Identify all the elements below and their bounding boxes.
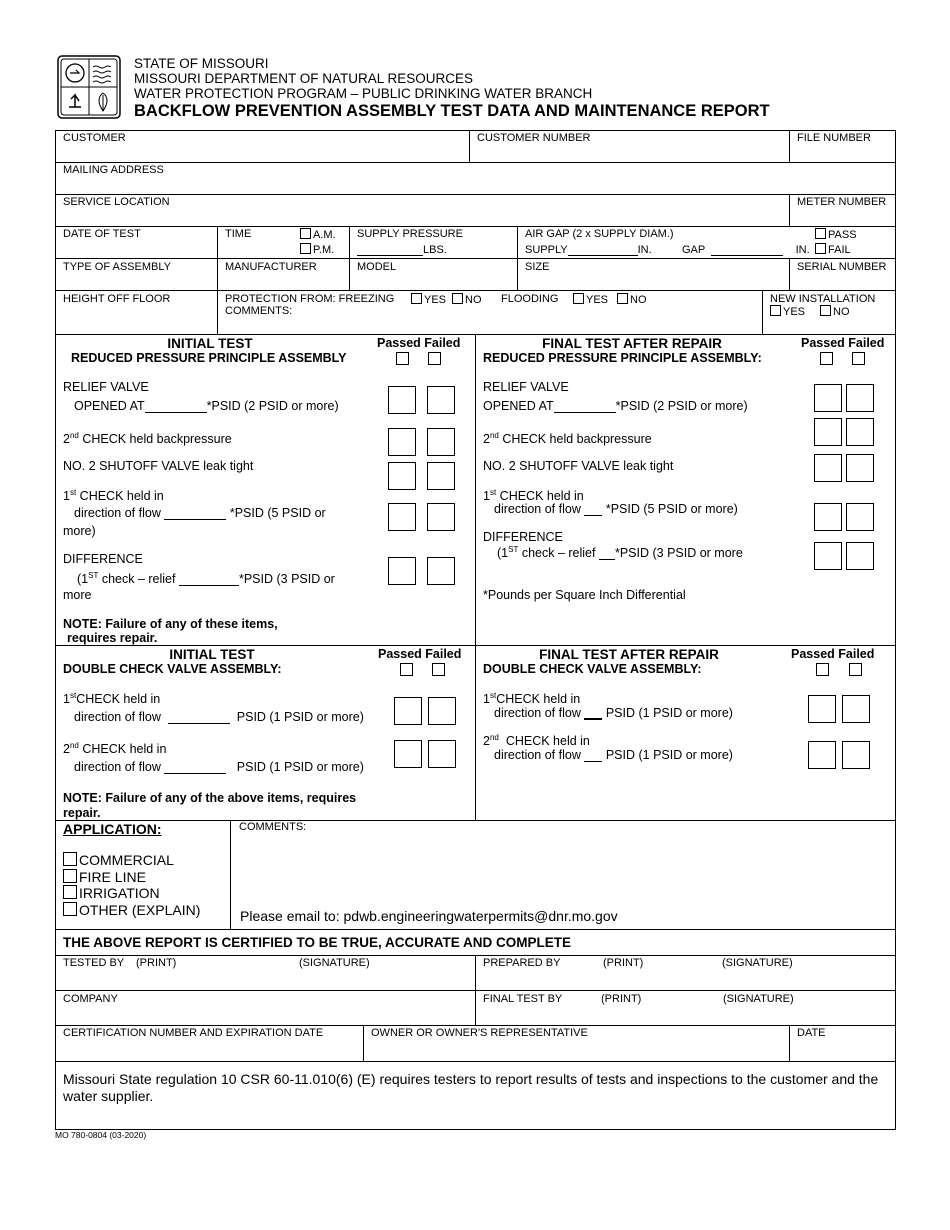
final-test-by-print-field[interactable]: (PRINT) <box>601 993 642 1005</box>
rp-initial-shutoff-label: NO. 2 SHUTOFF VALVE leak tight <box>63 459 254 473</box>
rp-final-relief-failed-box[interactable] <box>846 384 874 412</box>
dc-note-line1: NOTE: Failure of any of the above items, requires <box>63 791 357 805</box>
num-label: 2 <box>483 734 490 749</box>
diff-label: (1 <box>77 572 89 587</box>
application-fire-line-checkbox[interactable] <box>63 869 200 886</box>
rule <box>475 955 476 1025</box>
psid-1-label: PSID (1 PSID or more) <box>236 710 364 724</box>
option-label: FIRE LINE <box>79 868 146 885</box>
psid-footnote: *Pounds per Square Inch Differential <box>483 588 686 602</box>
check-label: CHECK held in <box>496 692 581 707</box>
form-border-right <box>895 130 896 1130</box>
rule <box>217 226 218 290</box>
date-field[interactable]: DATE <box>797 1027 826 1039</box>
check-label: CHECK held backpressure <box>498 432 652 447</box>
meter-number-field[interactable]: METER NUMBER <box>797 196 887 208</box>
rule <box>789 194 790 226</box>
rp-final-second-check-label <box>483 431 652 446</box>
rp-final-difference-passed-box[interactable] <box>814 542 842 570</box>
rp-final-difference-failed-box[interactable] <box>846 542 874 570</box>
application-commercial-checkbox[interactable] <box>63 852 200 869</box>
no-label: NO <box>465 294 482 306</box>
rp-initial-subtitle: REDUCED PRESSURE PRINCIPLE ASSEMBLY <box>71 351 347 365</box>
rp-final-title: FINAL TEST AFTER REPAIR <box>542 336 722 351</box>
new-installation-no-checkbox[interactable] <box>820 305 850 318</box>
prepared-by-label: PREPARED BY <box>483 957 561 969</box>
date-of-test-field[interactable]: DATE OF TEST <box>63 228 141 240</box>
psid-1-label: PSID (1 PSID or more) <box>236 760 364 774</box>
protection-freezing-label: PROTECTION FROM: FREEZING <box>225 293 395 305</box>
ordinal-label: st <box>489 691 497 700</box>
rp-note-line1: NOTE: Failure of any of these items, <box>63 617 278 631</box>
rp-initial-relief-passed-box[interactable] <box>388 386 416 414</box>
flooding-yes-checkbox[interactable] <box>573 293 608 306</box>
dc-initial-first-check-label <box>63 691 160 706</box>
rp-final-passed-checkbox[interactable] <box>820 351 835 369</box>
certification-statement: THE ABOVE REPORT IS CERTIFIED TO BE TRUE, ACCURATE AND COMPLETE <box>63 935 572 950</box>
dc-initial-subtitle: DOUBLE CHECK VALVE ASSEMBLY: <box>63 662 282 676</box>
freezing-yes-checkbox[interactable] <box>411 293 446 306</box>
rp-initial-failed-checkbox[interactable] <box>428 351 443 369</box>
in-label: IN. <box>795 244 810 256</box>
rp-initial-shutoff-failed-box[interactable] <box>427 462 455 490</box>
rule <box>517 226 518 290</box>
num-label: 2 <box>63 742 70 757</box>
ordinal-label: ST <box>88 571 99 580</box>
num-label: 1 <box>483 489 490 504</box>
option-label: COMMERCIAL <box>79 852 174 868</box>
yes-label: YES <box>783 306 806 318</box>
rp-final-passed-failed: Passed Failed <box>801 336 885 350</box>
psid-3-label: *PSID (3 PSID or more <box>614 546 743 561</box>
company-field[interactable]: COMPANY <box>63 993 118 1005</box>
gap-label: GAP <box>682 244 706 256</box>
rule <box>230 820 231 929</box>
dc-initial-first-check-line[interactable] <box>74 710 364 724</box>
program-heading: WATER PROTECTION PROGRAM – PUBLIC DRINKING WATER BRANCH <box>134 86 593 101</box>
check-relief-label: check – relief <box>518 546 596 561</box>
no-label: NO <box>833 306 850 318</box>
rp-initial-passed-failed: Passed Failed <box>377 336 461 350</box>
final-test-by-signature-field[interactable]: (SIGNATURE) <box>723 993 794 1005</box>
final-test-by-label: FINAL TEST BY <box>483 993 563 1005</box>
rule <box>55 194 895 195</box>
opened-at-label: OPENED AT <box>74 399 145 413</box>
certification-number-field[interactable]: CERTIFICATION NUMBER AND EXPIRATION DATE <box>63 1027 324 1039</box>
checkbox-icon <box>573 293 584 304</box>
dc-final-passed-failed: Passed Failed <box>791 647 875 661</box>
rule <box>217 290 218 334</box>
owner-representative-field[interactable]: OWNER OR OWNER'S REPRESENTATIVE <box>371 1027 588 1039</box>
direction-label: direction of flow <box>494 502 581 516</box>
check-label: CHECK held backpressure <box>78 432 232 447</box>
diff-label: (1 <box>497 546 509 561</box>
rp-final-difference-label: DIFFERENCE <box>483 530 563 544</box>
direction-label: direction of flow <box>494 748 581 762</box>
rp-final-second-check-passed-box[interactable] <box>814 418 842 446</box>
rp-initial-shutoff-passed-box[interactable] <box>388 462 416 490</box>
rp-final-shutoff-label: NO. 2 SHUTOFF VALVE leak tight <box>483 459 674 473</box>
new-installation-yes-checkbox[interactable] <box>770 305 805 318</box>
rule <box>55 162 895 163</box>
rp-final-second-check-failed-box[interactable] <box>846 418 874 446</box>
check-label: CHECK held in <box>496 489 584 504</box>
opened-at-label: OPENED AT <box>483 399 554 413</box>
dc-final-second-check-line[interactable] <box>494 748 733 762</box>
rp-final-difference-line[interactable] <box>497 545 743 560</box>
checkbox-icon <box>815 228 826 239</box>
dc-final-first-check-label <box>483 691 580 706</box>
rp-initial-second-check-label <box>63 431 232 446</box>
rp-initial-difference-failed-box[interactable] <box>427 557 455 585</box>
flooding-no-checkbox[interactable] <box>617 293 647 306</box>
rp-initial-difference-label: DIFFERENCE <box>63 552 143 566</box>
direction-label: direction of flow <box>74 506 161 520</box>
option-label: IRRIGATION <box>79 885 160 901</box>
rp-initial-first-check-label <box>63 488 164 503</box>
dc-initial-title: INITIAL TEST <box>169 647 255 662</box>
rule <box>55 1061 895 1062</box>
rp-initial-more-label: more) <box>63 524 96 538</box>
rule <box>789 1025 790 1061</box>
rule <box>789 130 790 162</box>
rp-final-subtitle: REDUCED PRESSURE PRINCIPLE ASSEMBLY: <box>483 351 762 365</box>
rp-final-failed-checkbox[interactable] <box>852 351 867 369</box>
pm-checkbox[interactable] <box>300 243 334 256</box>
rule <box>55 290 895 291</box>
application-title: APPLICATION: <box>63 821 162 837</box>
direction-label: direction of flow <box>494 706 581 720</box>
dc-initial-second-check-failed-box[interactable] <box>428 740 456 768</box>
option-label: OTHER (EXPLAIN) <box>79 901 201 918</box>
rp-initial-first-check-failed-box[interactable] <box>427 503 455 531</box>
pass-label: PASS <box>828 229 857 241</box>
form-border-left <box>55 130 56 1130</box>
supply-pressure-field[interactable]: SUPPLY PRESSURE <box>357 228 463 240</box>
dc-final-first-check-passed-box[interactable] <box>808 695 836 723</box>
checkbox-icon <box>770 305 781 316</box>
psid-2-label: *PSID (2 PSID or more) <box>615 399 748 413</box>
dc-note-line2: repair. <box>63 806 101 820</box>
am-checkbox[interactable] <box>300 228 336 241</box>
rule <box>55 1025 895 1026</box>
dc-final-second-check-label <box>483 733 590 748</box>
application-options <box>63 852 200 918</box>
ordinal-label: nd <box>489 733 499 742</box>
dc-final-second-check-failed-box[interactable] <box>842 741 870 769</box>
manufacturer-field[interactable]: MANUFACTURER <box>225 261 317 273</box>
psid-1-label: PSID (1 PSID or more) <box>605 748 733 762</box>
air-gap-supply-line[interactable] <box>525 243 652 256</box>
rp-initial-second-check-passed-box[interactable] <box>388 428 416 456</box>
form-number: MO 780-0804 (03-2020) <box>55 1130 147 1140</box>
ordinal-label: ST <box>508 545 519 554</box>
application-irrigation-checkbox[interactable] <box>63 885 200 902</box>
rule <box>349 226 350 290</box>
ordinal-label: st <box>489 488 497 497</box>
rp-initial-opened-at-line[interactable] <box>74 399 339 413</box>
checkbox-icon <box>411 293 422 304</box>
check-label: CHECK held in <box>505 734 590 749</box>
rp-initial-relief-valve-label: RELIEF VALVE <box>63 380 149 394</box>
rp-initial-first-check-passed-box[interactable] <box>388 503 416 531</box>
rule <box>469 130 470 162</box>
psid-2-label: *PSID (2 PSID or more) <box>206 399 339 413</box>
air-gap-label: AIR GAP (2 x SUPPLY DIAM.) <box>525 228 674 240</box>
mailing-address-field[interactable]: MAILING ADDRESS <box>63 164 164 176</box>
application-other-checkbox[interactable] <box>63 902 200 919</box>
check-label: CHECK held in <box>76 692 161 707</box>
dc-final-passed-checkbox[interactable] <box>816 662 831 680</box>
air-gap-pass-checkbox[interactable] <box>815 228 857 241</box>
rule <box>363 1025 364 1061</box>
rule <box>55 130 895 131</box>
tested-by-signature-field[interactable]: (SIGNATURE) <box>299 957 370 969</box>
checkbox-icon <box>617 293 628 304</box>
dc-initial-first-check-passed-box[interactable] <box>394 697 422 725</box>
email-instruction: Please email to: pdwb.engineeringwaterpermits@dnr.mo.gov <box>240 908 618 924</box>
rule <box>475 334 476 820</box>
regulation-notice: Missouri State regulation 10 CSR 60-11.010(6) (E) requires testers to report results of tests and inspections to the customer and the water supplier. <box>63 1071 879 1104</box>
rp-final-first-check-line[interactable] <box>494 502 738 516</box>
rp-final-shutoff-failed-box[interactable] <box>846 454 874 482</box>
rp-final-relief-passed-box[interactable] <box>814 384 842 412</box>
dc-final-subtitle: DOUBLE CHECK VALVE ASSEMBLY: <box>483 662 702 676</box>
checkbox-icon <box>300 243 311 254</box>
rp-initial-relief-failed-box[interactable] <box>427 386 455 414</box>
rule <box>55 258 895 259</box>
service-location-field[interactable]: SERVICE LOCATION <box>63 196 170 208</box>
ordinal-label: nd <box>489 431 499 440</box>
dc-final-first-check-failed-box[interactable] <box>842 695 870 723</box>
num-label: 1 <box>63 489 70 504</box>
supply-label: SUPPLY <box>525 244 568 256</box>
pm-label: P.M. <box>313 244 335 256</box>
check-relief-label: check – relief <box>98 572 176 587</box>
comments-field[interactable]: COMMENTS: <box>225 305 293 317</box>
tested-by-print-field[interactable]: (PRINT) <box>136 957 177 969</box>
am-label: A.M. <box>313 229 336 241</box>
rule <box>55 820 895 821</box>
time-field[interactable]: TIME <box>225 228 252 240</box>
rp-initial-passed-checkbox[interactable] <box>396 351 411 369</box>
tested-by-label: TESTED BY <box>63 957 125 969</box>
checkbox-icon <box>452 293 463 304</box>
application-comments-field[interactable]: COMMENTS: <box>239 821 307 833</box>
yes-label: YES <box>586 294 609 306</box>
height-off-floor-field[interactable]: HEIGHT OFF FLOOR <box>63 293 171 305</box>
psid-5-label: *PSID (5 PSID or more) <box>605 502 738 516</box>
customer-field[interactable]: CUSTOMER <box>63 132 126 144</box>
psid-3-label: *PSID (3 PSID or <box>238 572 335 587</box>
direction-label: direction of flow <box>74 760 161 774</box>
customer-number-field[interactable]: CUSTOMER NUMBER <box>477 132 591 144</box>
type-of-assembly-field[interactable]: TYPE OF ASSEMBLY <box>63 261 171 273</box>
rule <box>55 226 895 227</box>
lbs-label: LBS. <box>423 244 447 256</box>
dc-final-first-check-line[interactable] <box>494 705 733 720</box>
dc-initial-second-check-passed-box[interactable] <box>394 740 422 768</box>
air-gap-gap-line[interactable] <box>682 243 810 256</box>
num-label: 2 <box>63 432 70 447</box>
dc-initial-second-check-label <box>63 741 166 756</box>
model-field[interactable]: MODEL <box>357 261 397 273</box>
ordinal-label: nd <box>69 431 79 440</box>
flooding-label: FLOODING <box>501 293 559 305</box>
freezing-no-checkbox[interactable] <box>452 293 482 306</box>
yes-label: YES <box>424 294 447 306</box>
dc-initial-first-check-failed-box[interactable] <box>428 697 456 725</box>
num-label: 1 <box>483 692 490 707</box>
in-label: IN. <box>637 244 652 256</box>
ordinal-label: nd <box>69 741 79 750</box>
checkbox-icon <box>300 228 311 239</box>
check-label: CHECK held in <box>82 742 167 757</box>
rp-initial-more2-label: more <box>63 588 92 602</box>
rp-initial-first-check-line[interactable] <box>74 506 326 520</box>
rule <box>789 258 790 290</box>
checkbox-icon <box>820 305 831 316</box>
dc-final-second-check-passed-box[interactable] <box>808 741 836 769</box>
num-label: 1 <box>63 692 70 707</box>
check-label: CHECK held in <box>76 489 164 504</box>
dc-initial-failed-checkbox[interactable] <box>432 662 447 680</box>
psid-5-label: *PSID (5 PSID or <box>229 506 326 520</box>
file-number-field[interactable]: FILE NUMBER <box>797 132 871 144</box>
department-heading: MISSOURI DEPARTMENT OF NATURAL RESOURCES <box>134 71 474 86</box>
rule <box>55 929 895 930</box>
dc-final-failed-checkbox[interactable] <box>849 662 864 680</box>
rp-final-opened-at-line[interactable] <box>483 399 748 413</box>
size-field[interactable]: SIZE <box>525 261 550 273</box>
rp-note-line2: requires repair. <box>67 631 158 645</box>
dc-initial-passed-checkbox[interactable] <box>400 662 415 680</box>
agency-logo <box>57 55 121 119</box>
psid-1-label: PSID (1 PSID or more) <box>605 706 733 720</box>
prepared-by-signature-field[interactable]: (SIGNATURE) <box>722 957 793 969</box>
rule <box>55 1129 895 1130</box>
air-gap-fail-checkbox[interactable] <box>815 243 851 256</box>
num-label: 2 <box>483 432 490 447</box>
rp-final-first-check-failed-box[interactable] <box>846 503 874 531</box>
state-heading: STATE OF MISSOURI <box>134 56 269 71</box>
ordinal-label: st <box>69 488 77 497</box>
logo-icon <box>57 55 121 119</box>
rp-final-shutoff-passed-box[interactable] <box>814 454 842 482</box>
rp-final-relief-valve-label: RELIEF VALVE <box>483 380 569 394</box>
rp-final-first-check-passed-box[interactable] <box>814 503 842 531</box>
dc-final-title: FINAL TEST AFTER REPAIR <box>539 647 719 662</box>
rule <box>762 290 763 334</box>
rp-initial-title: INITIAL TEST <box>167 336 253 351</box>
no-label: NO <box>630 294 647 306</box>
rp-initial-difference-passed-box[interactable] <box>388 557 416 585</box>
supply-pressure-line[interactable] <box>357 243 447 256</box>
form-title: BACKFLOW PREVENTION ASSEMBLY TEST DATA AND MAINTENANCE REPORT <box>134 102 770 120</box>
rp-final-first-check-label <box>483 488 584 503</box>
checkbox-icon <box>815 243 826 254</box>
fail-label: FAIL <box>828 244 851 256</box>
rp-initial-second-check-failed-box[interactable] <box>427 428 455 456</box>
ordinal-label: st <box>69 691 77 700</box>
dc-initial-passed-failed: Passed Failed <box>378 647 462 661</box>
prepared-by-print-field[interactable]: (PRINT) <box>603 957 644 969</box>
direction-label: direction of flow <box>74 710 161 724</box>
new-installation-label: NEW INSTALLATION <box>770 293 876 305</box>
serial-number-field[interactable]: SERIAL NUMBER <box>797 261 887 273</box>
dc-initial-second-check-line[interactable] <box>74 760 364 774</box>
rp-initial-difference-line[interactable] <box>77 571 335 586</box>
